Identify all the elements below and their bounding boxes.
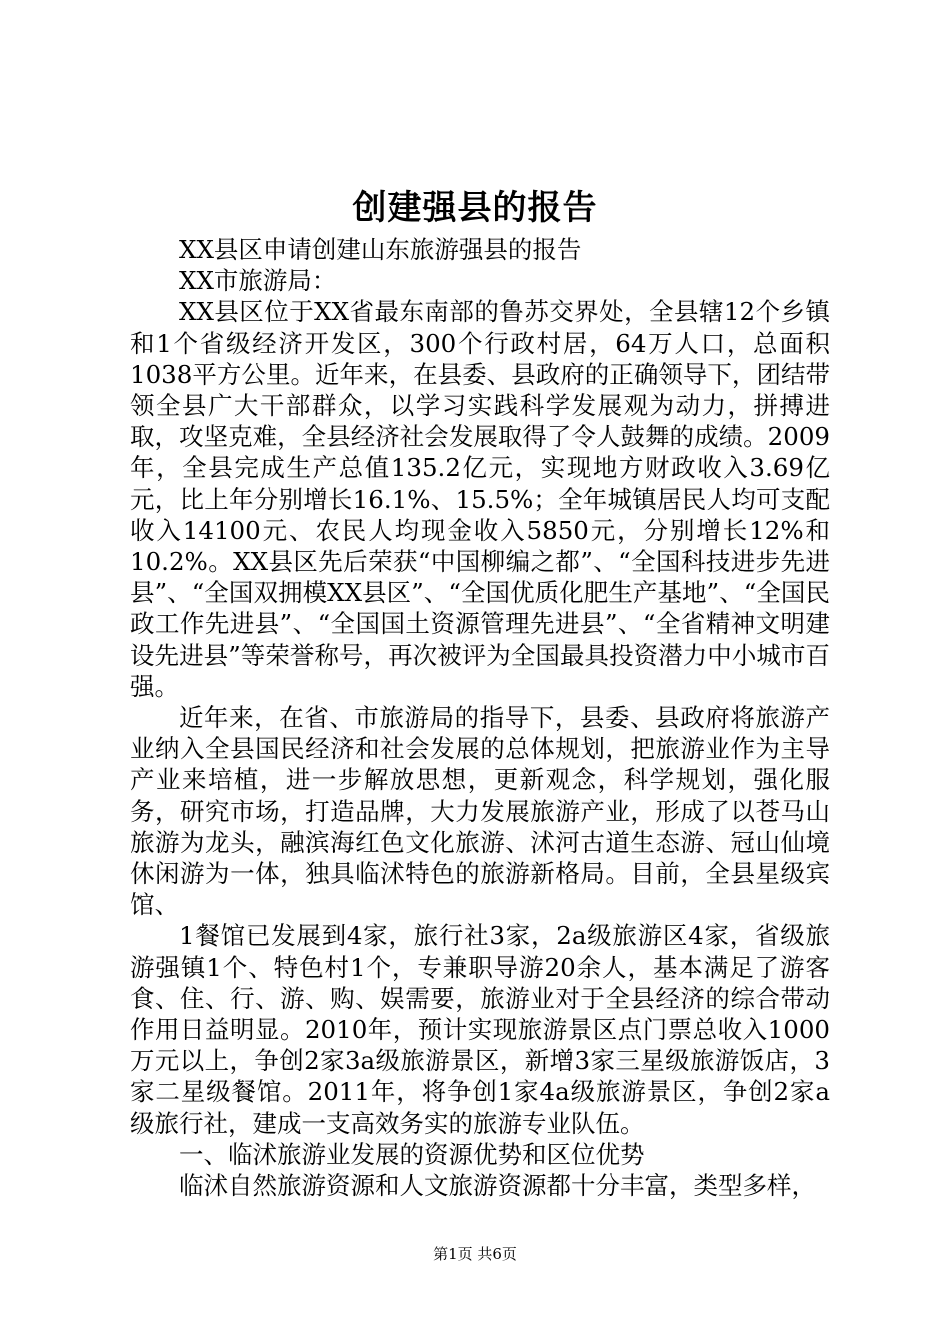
page-number-footer: 第1页 共6页: [433, 1245, 517, 1263]
paragraph-tourism-development: 近年来，在省、市旅游局的指导下，县委、县政府将旅游产业纳入全县国民经济和社会发展的总体规划，把旅游业作为主导产业来培植，进一步解放思想，更新观念，科学规划，强化服务，研究市场，打造品牌，大力发展旅游产业，形成了以苍马山旅游为龙头，融滨海红色文化旅游、沭河古道生态游、冠山仙境休闲游为一体，独具临沭特色的旅游新格局。目前，全县星级宾馆、: [130, 703, 830, 920]
paragraph-county-overview: XX县区位于XX省最东南部的鲁苏交界处，全县辖12个乡镇和1个省级经济开发区，300个行政村居，64万人口，总面积1038平方公里。近年来，在县委、县政府的正确领导下，团结带领全县广大干部群众，以学习实践科学发展观为动力，拼搏进取，攻坚克难，全县经济社会发展取得了令人鼓舞的成绩。2009年，全县完成生产总值135.2亿元，实现地方财政收入3.69亿元，比上年分别增长16.1%、15.5%；全年城镇居民人均可支配收入14100元、农民人均现金收入5850元，分别增长12%和10.2%。XX县区先后荣获“中国柳编之都”、“全国科技进步先进县”、“全国双拥模XX县区”、“全国优质化肥生产基地”、“全国民政工作先进县”、“全国国土资源管理先进县”、“全省精神文明建设先进县”等荣誉称号，再次被评为全国最具投资潜力中小城市百强。: [130, 297, 830, 701]
document-title: 创建强县的报告: [352, 188, 598, 228]
paragraph-addressee: XX市旅游局：: [179, 266, 337, 296]
section-heading-advantages: 一、临沭旅游业发展的资源优势和区位优势: [179, 1139, 645, 1169]
paragraph-resources: 临沭自然旅游资源和人文旅游资源都十分丰富，类型多样，: [179, 1171, 816, 1201]
paragraph-tourism-status: 1餐馆已发展到4家，旅行社3家，2a级旅游区4家，省级旅游强镇1个、特色村1个，专兼职导游20余人，基本满足了游客食、住、行、游、购、娱需要，旅游业对于全县经济的综合带动作用日益明显。2010年，预计实现旅游景区点门票总收入1000万元以上，争创2家3a级旅游景区，新增3家三星级旅游饭店，3家二星级餐馆。2011年，将争创1家4a级旅游景区，争创2家a级旅行社，建成一支高效务实的旅游专业队伍。: [130, 921, 830, 1138]
document-body: [130, 234, 830, 1201]
paragraph-report-heading: XX县区申请创建山东旅游强县的报告: [179, 235, 582, 264]
